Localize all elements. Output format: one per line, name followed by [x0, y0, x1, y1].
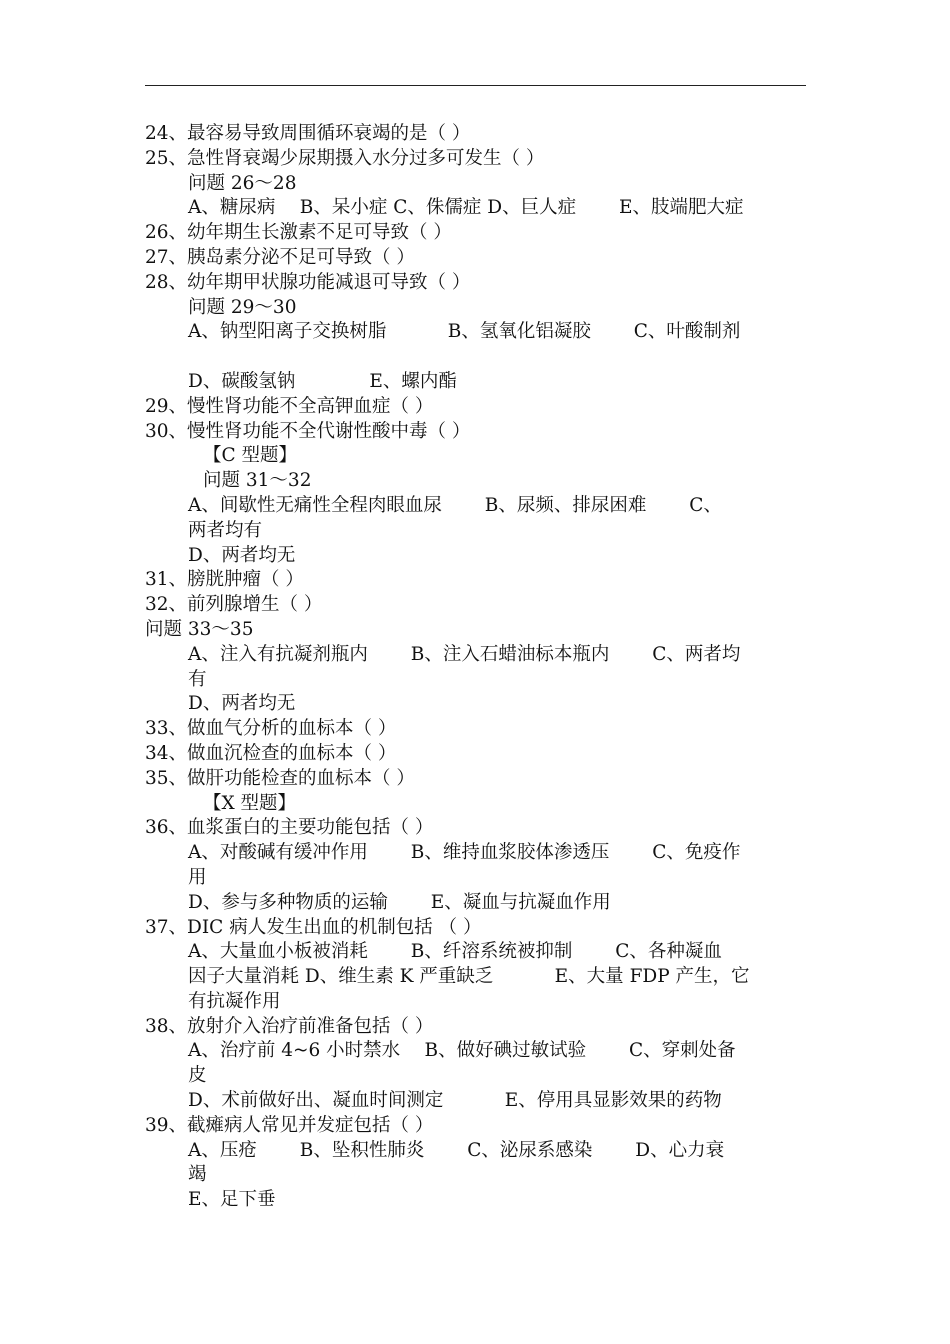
text-line: A、间歇性无痛性全程肉眼血尿 B、尿频、排尿困难 C、: [188, 494, 722, 516]
text-line: 用: [188, 866, 207, 888]
text-line: 31、膀胱肿瘤（ ）: [145, 569, 304, 591]
text-line: A、糖尿病 B、呆小症 C、侏儒症 D、巨人症 E、肢端肥大症: [188, 197, 744, 219]
text-line: 36、血浆蛋白的主要功能包括（ ）: [145, 817, 434, 839]
text-line: 有抗凝作用: [188, 990, 281, 1012]
text-line: 26、幼年期生长激素不足可导致（ ）: [145, 222, 452, 244]
text-line: A、钠型阳离子交换树脂 B、氢氧化铝凝胶 C、叶酸制剂: [188, 321, 741, 343]
text-line: 28、幼年期甲状腺功能减退可导致（ ）: [145, 271, 471, 293]
text-line: 29、慢性肾功能不全高钾血症（ ）: [145, 395, 434, 417]
text-line: 32、前列腺增生（ ）: [145, 594, 323, 616]
text-line: 因子大量消耗 D、维生素 K 严重缺乏 E、大量 FDP 产生，它: [188, 966, 750, 988]
text-line: A、压疮 B、坠积性肺炎 C、泌尿系感染 D、心力衰: [188, 1139, 725, 1161]
text-line: 问题 26～28: [188, 172, 297, 194]
header-rule: [145, 85, 806, 86]
text-line: 38、放射介入治疗前准备包括（ ）: [145, 1015, 434, 1037]
question-list: [145, 122, 810, 1213]
text-line: 问题 33～35: [145, 618, 254, 640]
text-line: 24、最容易导致周围循环衰竭的是（ ）: [145, 123, 471, 144]
text-line: 39、截瘫病人常见并发症包括（ ）: [145, 1114, 434, 1136]
text-line: A、治疗前 4~6 小时禁水 B、做好碘过敏试验 C、穿刺处备: [188, 1040, 736, 1062]
text-line: 【C 型题】: [203, 445, 298, 467]
text-line: A、大量血小板被消耗 B、纤溶系统被抑制 C、各种凝血: [188, 941, 722, 963]
text-line: 问题 29～30: [188, 296, 297, 318]
text-line: A、注入有抗凝剂瓶内 B、注入石蜡油标本瓶内 C、两者均: [188, 643, 741, 665]
text-line: 25、急性肾衰竭少尿期摄入水分过多可发生（ ）: [145, 147, 545, 169]
text-line: 27、胰岛素分泌不足可导致（ ）: [145, 246, 415, 268]
text-line: 【X 型题】: [203, 792, 297, 814]
blank-line: [145, 345, 810, 370]
text-line: 有: [188, 668, 207, 690]
text-line: 35、做肝功能检查的血标本（ ）: [145, 767, 415, 789]
text-line: D、两者均无: [188, 544, 296, 566]
text-line: 问题 31～32: [203, 470, 312, 492]
text-line: D、两者均无: [188, 693, 296, 715]
text-line: D、术前做好出、凝血时间测定 E、停用具显影效果的药物: [188, 1090, 722, 1112]
text-line: 37、DIC 病人发生出血的机制包括 （ ）: [145, 916, 482, 938]
text-line: 34、做血沉检查的血标本（ ）: [145, 742, 397, 764]
text-line: 33、做血气分析的血标本（ ）: [145, 718, 397, 740]
text-line: A、对酸碱有缓冲作用 B、维持血浆胶体渗透压 C、免疫作: [188, 842, 741, 864]
text-line: E、足下垂: [188, 1189, 276, 1211]
text-line: 竭: [188, 1164, 207, 1186]
text-line: D、参与多种物质的运输 E、凝血与抗凝血作用: [188, 891, 611, 913]
text-line: D、碳酸氢钠 E、螺内酯: [188, 370, 457, 392]
text-line: 两者均有: [188, 519, 263, 541]
text-line: 30、慢性肾功能不全代谢性酸中毒（ ）: [145, 420, 471, 442]
text-line: 皮: [188, 1065, 207, 1087]
